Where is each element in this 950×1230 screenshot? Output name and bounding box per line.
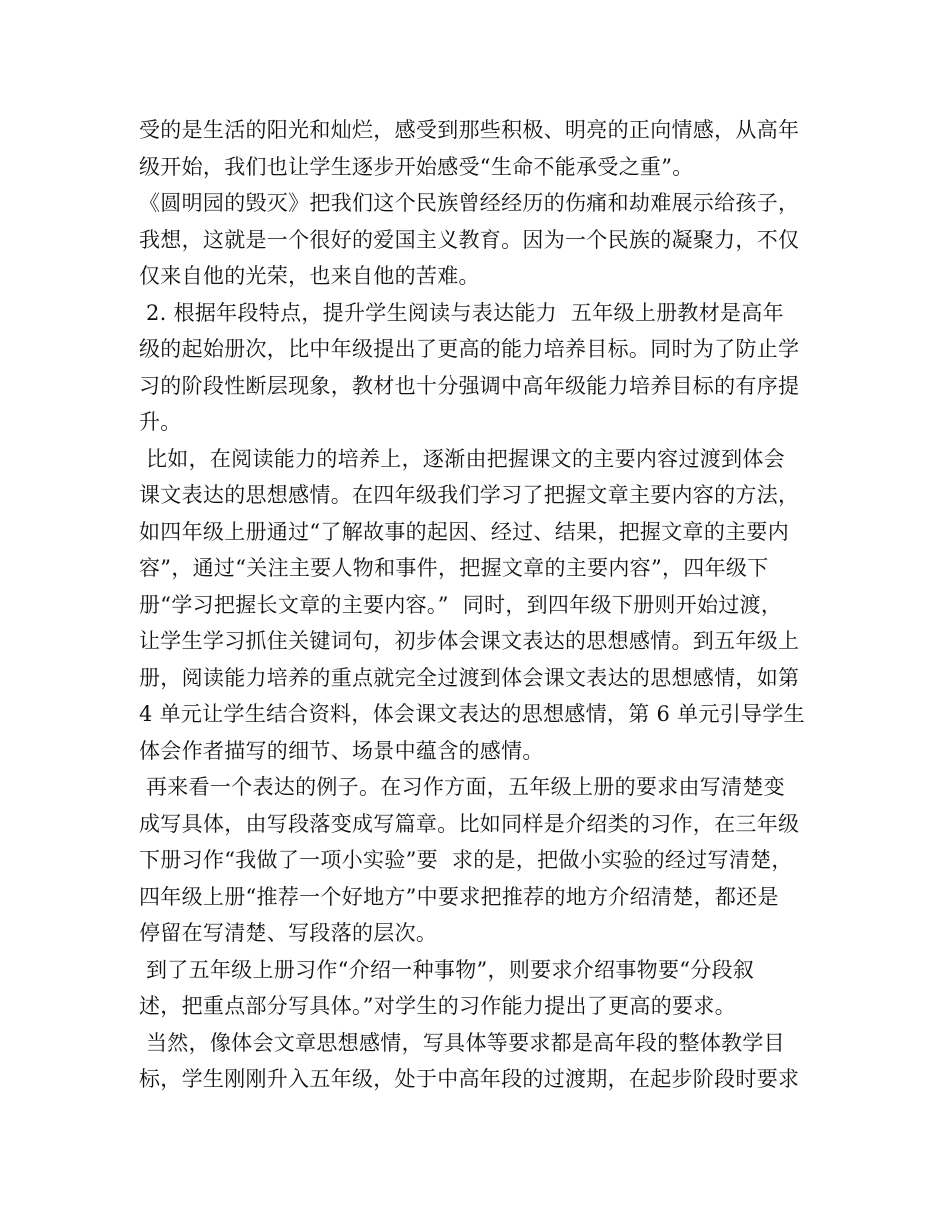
body-text — [139, 112, 829, 1098]
text-line: 《圆明园的毁灭》把我们这个民族曾经经历的伤痛和劫难展示给孩子， — [139, 191, 800, 215]
text-line: 标，学生刚刚升入五年级，处于中高年段的过渡期，在起步阶段时要求 — [139, 1067, 800, 1091]
text-line: 习的阶段性断层现象，教材也十分强调中高年级能力培养目标的有序提 — [139, 373, 800, 398]
text-line: 升。 — [139, 410, 182, 434]
text-line: 册“学习把握长文章的主要内容。” 同时，到四年级下册则开始过渡， — [139, 592, 783, 617]
text-line: 仅来自他的光荣，也来自他的苦难。 — [139, 264, 480, 288]
text-line: 到了五年级上册习作“介绍一种事物”，则要求介绍事物要“分段叙 — [139, 957, 755, 982]
text-line: 4 单元让学生结合资料，体会课文表达的思想感情，第 6 单元引导学生 — [139, 702, 805, 726]
text-line: 2. 根据年段特点，提升学生阅读与表达能力 五年级上册教材是高年 — [139, 300, 784, 325]
text-line: 让学生学习抓住关键词句，初步体会课文表达的思想感情。到五年级上 — [139, 629, 800, 653]
text-line: 体会作者描写的细节、场景中蕴含的感情。 — [139, 738, 544, 763]
text-line: 停留在写清楚、写段落的层次。 — [139, 921, 438, 945]
text-line: 成写具体，由写段落变成写篇章。比如同样是介绍类的习作，在三年级 — [139, 811, 800, 836]
text-line: 级开始，我们也让学生逐步开始感受“生命不能承受之重”。 — [139, 154, 694, 179]
text-line: 我想，这就是一个很好的爱国主义教育。因为一个民族的凝聚力，不仅 — [139, 227, 800, 252]
text-line: 容”，通过“关注主要人物和事件，把握文章的主要内容”，四年级下 — [139, 556, 769, 580]
text-line: 当然，像体会文章思想感情，写具体等要求都是高年段的整体教学目 — [139, 1030, 785, 1055]
text-line: 述，把重点部分写具体。”对学生的习作能力提出了更高的要求。 — [139, 994, 736, 1018]
text-line: 课文表达的思想感情。在四年级我们学习了把握文章主要内容的方法， — [139, 483, 800, 507]
text-line: 比如，在阅读能力的培养上，逐渐由把握课文的主要内容过渡到体会 — [139, 446, 785, 471]
text-line: 受的是生活的阳光和灿烂，感受到那些积极、明亮的正向情感，从高年 — [139, 118, 800, 142]
text-line: 如四年级上册通过“了解故事的起因、经过、结果，把握文章的主要内 — [139, 519, 790, 544]
text-line: 级的起始册次，比中年级提出了更高的能力培养目标。同时为了防止学 — [139, 337, 800, 361]
text-line: 下册习作“我做了一项小实验”要 求的是，把做小实验的经过写清楚， — [139, 848, 793, 872]
text-line: 四年级上册“推荐一个好地方”中要求把推荐的地方介绍清楚，都还是 — [139, 884, 779, 909]
text-line: 再来看一个表达的例子。在习作方面，五年级上册的要求由写清楚变 — [139, 775, 785, 799]
text-line: 册，阅读能力培养的重点就完全过渡到体会课文表达的思想感情，如第 — [139, 665, 800, 690]
